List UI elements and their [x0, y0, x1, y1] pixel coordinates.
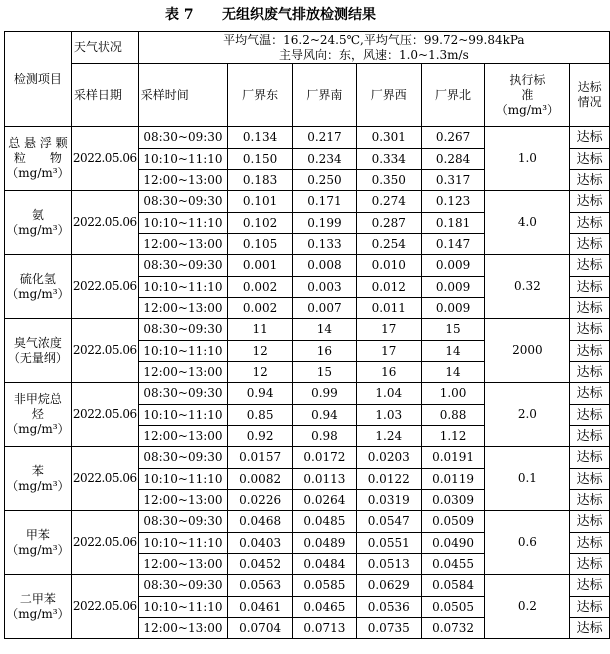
compliance-status: 达标 [570, 191, 610, 213]
item-name [5, 255, 72, 319]
measured-value: 11 [228, 319, 293, 341]
measured-value: 0.0484 [293, 554, 357, 575]
header-standard [485, 64, 570, 127]
sample-date: 2022.05.06 [71, 255, 138, 319]
measured-value: 14 [293, 319, 357, 341]
header-time: 采样时间 [138, 64, 227, 127]
item-name-line: 粒 物 [13, 151, 62, 165]
item-name-line: 硫化氢 [19, 271, 56, 286]
emission-results-table [4, 31, 610, 639]
measured-value: 0.002 [228, 277, 293, 298]
standard-limit: 2000 [485, 319, 570, 383]
measured-value: 0.0122 [356, 469, 421, 490]
compliance-status: 达标 [570, 234, 610, 255]
compliance-status: 达标 [570, 490, 610, 511]
measured-value: 0.0509 [421, 511, 485, 533]
measured-value: 14 [421, 341, 485, 362]
compliance-status: 达标 [570, 341, 610, 362]
measured-value: 0.0704 [228, 618, 293, 639]
compliance-status: 达标 [570, 170, 610, 191]
measured-value: 0.181 [421, 213, 485, 234]
compliance-status: 达标 [570, 447, 610, 469]
compliance-status: 达标 [570, 213, 610, 234]
measured-value: 16 [293, 341, 357, 362]
header-point-west: 厂界西 [356, 64, 421, 127]
measured-value: 0.217 [293, 127, 357, 149]
standard-limit: 0.2 [485, 575, 570, 639]
measured-value: 0.0465 [293, 597, 357, 618]
standard-limit: 0.6 [485, 511, 570, 575]
measured-value: 15 [421, 319, 485, 341]
sample-date: 2022.05.06 [71, 383, 138, 447]
sample-time: 12:00~13:00 [138, 426, 227, 447]
measured-value: 16 [356, 362, 421, 383]
sample-time: 10:10~11:10 [138, 277, 227, 298]
measured-value: 0.123 [421, 191, 485, 213]
measured-value: 0.003 [293, 277, 357, 298]
measured-value: 0.0735 [356, 618, 421, 639]
measured-value: 0.0113 [293, 469, 357, 490]
sample-time: 12:00~13:00 [138, 298, 227, 319]
measured-value: 0.0490 [421, 533, 485, 554]
measured-value: 0.102 [228, 213, 293, 234]
table-row [5, 383, 610, 405]
measured-value: 0.0119 [421, 469, 485, 490]
measured-value: 0.199 [293, 213, 357, 234]
compliance-status: 达标 [570, 618, 610, 639]
table-row [5, 255, 610, 277]
compliance-status: 达标 [570, 277, 610, 298]
measured-value: 0.0468 [228, 511, 293, 533]
item-name-line: （mg/m³） [6, 606, 70, 621]
measured-value: 0.0309 [421, 490, 485, 511]
status-label-2: 情况 [577, 95, 602, 109]
item-name [5, 127, 72, 191]
sample-time: 10:10~11:10 [138, 405, 227, 426]
item-name-line: （mg/m³） [6, 166, 70, 180]
sample-time: 10:10~11:10 [138, 149, 227, 170]
standard-limit: 4.0 [485, 191, 570, 255]
compliance-status: 达标 [570, 405, 610, 426]
measured-value: 0.254 [356, 234, 421, 255]
measured-value: 0.0732 [421, 618, 485, 639]
measured-value: 0.99 [293, 383, 357, 405]
measured-value: 0.0082 [228, 469, 293, 490]
measured-value: 0.0585 [293, 575, 357, 597]
measured-value: 0.009 [421, 277, 485, 298]
weather-info [138, 32, 609, 64]
table-caption [0, 3, 610, 27]
compliance-status: 达标 [570, 533, 610, 554]
compliance-status: 达标 [570, 383, 610, 405]
measured-value: 0.011 [356, 298, 421, 319]
measured-value: 0.0157 [228, 447, 293, 469]
measured-value: 0.012 [356, 277, 421, 298]
measured-value: 0.0629 [356, 575, 421, 597]
measured-value: 0.92 [228, 426, 293, 447]
measured-value: 0.301 [356, 127, 421, 149]
measured-value: 0.002 [228, 298, 293, 319]
item-name-line: 总 悬 浮 颗 [8, 136, 68, 150]
item-name-line: 臭气浓度 [13, 335, 62, 350]
measured-value: 0.88 [421, 405, 485, 426]
measured-value: 0.0403 [228, 533, 293, 554]
sample-time: 12:00~13:00 [138, 618, 227, 639]
measured-value: 0.150 [228, 149, 293, 170]
table-body [5, 127, 610, 639]
measured-value: 0.0505 [421, 597, 485, 618]
measured-value: 0.0551 [356, 533, 421, 554]
compliance-status: 达标 [570, 255, 610, 277]
measured-value: 0.101 [228, 191, 293, 213]
table-row [5, 191, 610, 213]
measured-value: 0.0563 [228, 575, 293, 597]
measured-value: 0.0452 [228, 554, 293, 575]
measured-value: 0.0713 [293, 618, 357, 639]
measured-value: 0.0536 [356, 597, 421, 618]
item-name-line: 苯（mg/m³） [6, 463, 70, 493]
header-item: 检测项目 [5, 32, 72, 127]
sample-time: 08:30~09:30 [138, 127, 227, 149]
measured-value: 0.0455 [421, 554, 485, 575]
measured-value: 0.010 [356, 255, 421, 277]
sample-time: 12:00~13:00 [138, 170, 227, 191]
measured-value: 12 [228, 362, 293, 383]
measured-value: 12 [228, 341, 293, 362]
standard-label-2: 准 [521, 87, 534, 102]
standard-label-1: 执行标 [509, 72, 546, 87]
sample-time: 08:30~09:30 [138, 447, 227, 469]
item-name [5, 191, 72, 255]
table-title: 无组织废气排放检测结果 [222, 7, 376, 23]
table-row [5, 447, 610, 469]
table-row [5, 575, 610, 597]
sample-time: 10:10~11:10 [138, 213, 227, 234]
sample-date: 2022.05.06 [71, 191, 138, 255]
sample-time: 08:30~09:30 [138, 575, 227, 597]
measured-value: 0.133 [293, 234, 357, 255]
measured-value: 0.134 [228, 127, 293, 149]
sample-date: 2022.05.06 [71, 127, 138, 191]
item-name-line: 非甲烷总 [13, 392, 62, 406]
header-point-east: 厂界东 [228, 64, 293, 127]
table-row [5, 511, 610, 533]
sample-time: 12:00~13:00 [138, 362, 227, 383]
measured-value: 0.171 [293, 191, 357, 213]
header-status [570, 64, 610, 127]
sample-time: 08:30~09:30 [138, 255, 227, 277]
standard-unit: （mg/m³） [495, 102, 560, 117]
measured-value: 0.0172 [293, 447, 357, 469]
measured-value: 0.007 [293, 298, 357, 319]
item-name-line: 氨（mg/m³） [6, 207, 70, 237]
measured-value: 0.284 [421, 149, 485, 170]
compliance-status: 达标 [570, 554, 610, 575]
sample-date: 2022.05.06 [71, 511, 138, 575]
measured-value: 0.274 [356, 191, 421, 213]
compliance-status: 达标 [570, 127, 610, 149]
standard-limit: 1.0 [485, 127, 570, 191]
item-name-line: 烃（mg/m³） [6, 407, 70, 436]
sample-time: 12:00~13:00 [138, 234, 227, 255]
measured-value: 0.0584 [421, 575, 485, 597]
measured-value: 0.009 [421, 255, 485, 277]
measured-value: 0.0513 [356, 554, 421, 575]
measured-value: 0.250 [293, 170, 357, 191]
compliance-status: 达标 [570, 575, 610, 597]
measured-value: 0.0485 [293, 511, 357, 533]
measured-value: 0.001 [228, 255, 293, 277]
measured-value: 17 [356, 319, 421, 341]
table-row [5, 319, 610, 341]
sample-time: 08:30~09:30 [138, 191, 227, 213]
sample-time: 10:10~11:10 [138, 469, 227, 490]
standard-limit: 2.0 [485, 383, 570, 447]
sample-time: 12:00~13:00 [138, 490, 227, 511]
measured-value: 0.94 [293, 405, 357, 426]
compliance-status: 达标 [570, 426, 610, 447]
measured-value: 0.94 [228, 383, 293, 405]
measured-value: 0.0264 [293, 490, 357, 511]
measured-value: 0.0191 [421, 447, 485, 469]
measured-value: 14 [421, 362, 485, 383]
measured-value: 0.0226 [228, 490, 293, 511]
measured-value: 0.0489 [293, 533, 357, 554]
sample-date: 2022.05.06 [71, 575, 138, 639]
measured-value: 15 [293, 362, 357, 383]
measured-value: 0.98 [293, 426, 357, 447]
item-name [5, 383, 72, 447]
measured-value: 0.183 [228, 170, 293, 191]
measured-value: 1.12 [421, 426, 485, 447]
weather-line-2: 主导风向：东，风速：1.0~1.3m/s [278, 47, 469, 62]
measured-value: 1.03 [356, 405, 421, 426]
measured-value: 0.350 [356, 170, 421, 191]
item-name-line: （mg/m³） [6, 542, 70, 557]
measured-value: 0.009 [421, 298, 485, 319]
measured-value: 1.04 [356, 383, 421, 405]
compliance-status: 达标 [570, 511, 610, 533]
measured-value: 1.00 [421, 383, 485, 405]
sample-date: 2022.05.06 [71, 319, 138, 383]
item-name [5, 319, 72, 383]
sample-time: 12:00~13:00 [138, 554, 227, 575]
measured-value: 0.267 [421, 127, 485, 149]
header-weather: 天气状况 [71, 32, 138, 64]
measured-value: 0.0319 [356, 490, 421, 511]
item-name-line: 二甲苯 [19, 591, 56, 606]
measured-value: 0.317 [421, 170, 485, 191]
measured-value: 0.008 [293, 255, 357, 277]
item-name [5, 447, 72, 511]
measured-value: 0.147 [421, 234, 485, 255]
item-name [5, 511, 72, 575]
sample-date: 2022.05.06 [71, 447, 138, 511]
table-row [5, 127, 610, 149]
item-name-line: 甲苯 [25, 527, 50, 542]
measured-value: 0.0203 [356, 447, 421, 469]
compliance-status: 达标 [570, 149, 610, 170]
sample-time: 08:30~09:30 [138, 319, 227, 341]
measured-value: 1.24 [356, 426, 421, 447]
standard-limit: 0.32 [485, 255, 570, 319]
sample-time: 08:30~09:30 [138, 511, 227, 533]
compliance-status: 达标 [570, 319, 610, 341]
measured-value: 0.0461 [228, 597, 293, 618]
measured-value: 0.85 [228, 405, 293, 426]
item-name-line: （无量纲） [7, 350, 68, 365]
measured-value: 0.0547 [356, 511, 421, 533]
sample-time: 08:30~09:30 [138, 383, 227, 405]
standard-limit: 0.1 [485, 447, 570, 511]
weather-line-1: 平均气温：16.2~24.5℃,平均气压：99.72~99.84kPa [223, 32, 525, 47]
compliance-status: 达标 [570, 362, 610, 383]
sample-time: 10:10~11:10 [138, 533, 227, 554]
compliance-status: 达标 [570, 298, 610, 319]
header-date: 采样日期 [71, 64, 138, 127]
status-label-1: 达标 [577, 80, 602, 94]
item-name-line: （mg/m³） [6, 286, 70, 301]
measured-value: 0.287 [356, 213, 421, 234]
measured-value: 0.334 [356, 149, 421, 170]
header-point-north: 厂界北 [421, 64, 485, 127]
header-point-south: 厂界南 [293, 64, 357, 127]
measured-value: 0.234 [293, 149, 357, 170]
item-name [5, 575, 72, 639]
measured-value: 0.105 [228, 234, 293, 255]
sample-time: 10:10~11:10 [138, 597, 227, 618]
compliance-status: 达标 [570, 469, 610, 490]
sample-time: 10:10~11:10 [138, 341, 227, 362]
table-number: 表 7 [165, 7, 194, 23]
compliance-status: 达标 [570, 597, 610, 618]
measured-value: 17 [356, 341, 421, 362]
